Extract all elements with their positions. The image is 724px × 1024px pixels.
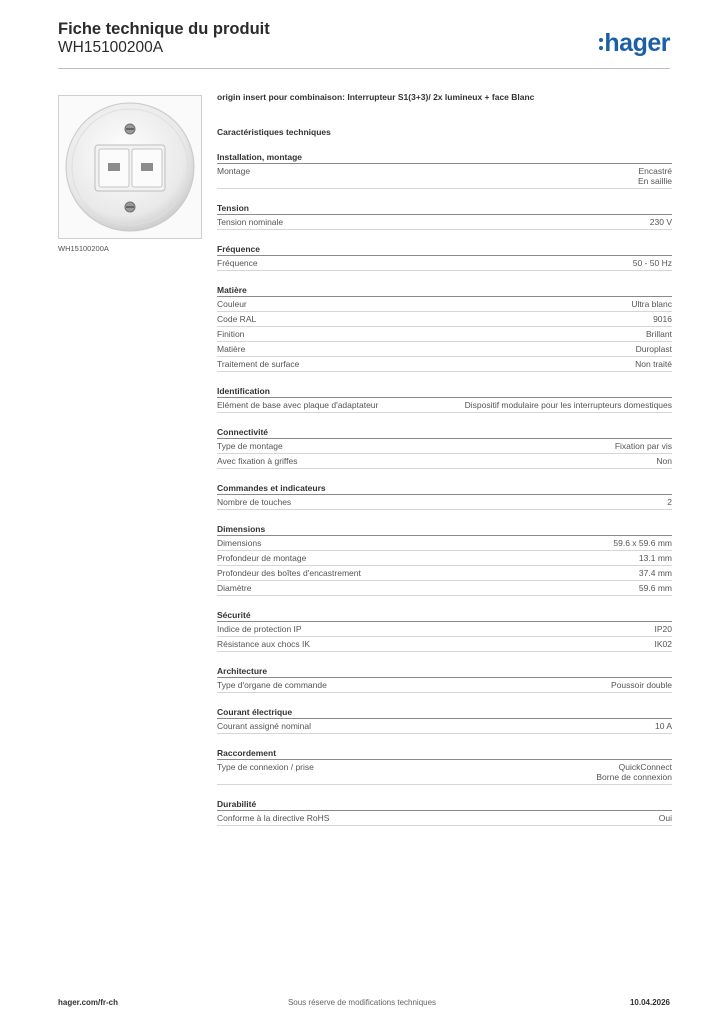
spec-value-line: 50 - 50 Hz bbox=[632, 258, 672, 268]
spec-value-line: 2 bbox=[667, 497, 672, 507]
spec-value bbox=[615, 441, 672, 451]
spec-row bbox=[217, 398, 672, 413]
spec-value-line: 230 V bbox=[649, 217, 672, 227]
characteristics-title: Caractéristiques techniques bbox=[217, 127, 331, 137]
spec-row bbox=[217, 215, 672, 230]
spec-section bbox=[217, 203, 672, 230]
spec-value-line: En saillie bbox=[637, 176, 672, 186]
spec-value-line: 59.6 mm bbox=[638, 583, 672, 593]
spec-value bbox=[639, 568, 672, 578]
spec-section bbox=[217, 666, 672, 693]
spec-row bbox=[217, 760, 672, 785]
spec-label: Type de montage bbox=[217, 441, 283, 451]
spec-row bbox=[217, 678, 672, 693]
spec-label: Nombre de touches bbox=[217, 497, 292, 507]
product-image bbox=[58, 95, 202, 239]
product-reference: WH15100200A bbox=[58, 39, 164, 56]
spec-section bbox=[217, 748, 672, 785]
header-divider bbox=[58, 68, 670, 69]
spec-value bbox=[636, 344, 672, 354]
section-title: Fréquence bbox=[217, 244, 672, 256]
spec-value-line: IK02 bbox=[654, 639, 672, 649]
spec-row bbox=[217, 327, 672, 342]
footer-notice: Sous réserve de modifications techniques bbox=[287, 998, 437, 1007]
spec-value-line: 37.4 mm bbox=[638, 568, 672, 578]
spec-value-line: Oui bbox=[658, 813, 672, 823]
spec-value bbox=[611, 680, 672, 690]
footer-website: hager.com/fr-ch bbox=[58, 998, 119, 1007]
spec-section bbox=[217, 152, 672, 189]
spec-label: Elément de base avec plaque d'adaptateur bbox=[217, 400, 379, 410]
spec-value-line: Fixation par vis bbox=[614, 441, 672, 451]
section-title: Identification bbox=[217, 386, 672, 398]
spec-row bbox=[217, 566, 672, 581]
spec-section bbox=[217, 524, 672, 596]
section-title: Tension bbox=[217, 203, 672, 215]
spec-label: Indice de protection IP bbox=[217, 624, 302, 634]
spec-value-line: 9016 bbox=[653, 314, 672, 324]
spec-sections bbox=[217, 152, 672, 826]
spec-row bbox=[217, 454, 672, 469]
spec-label: Profondeur de montage bbox=[217, 553, 307, 563]
spec-section bbox=[217, 427, 672, 469]
spec-value bbox=[639, 583, 672, 593]
spec-value-line: Non bbox=[656, 456, 672, 466]
spec-value-line: Ultra blanc bbox=[631, 299, 672, 309]
spec-label: Résistance aux chocs IK bbox=[217, 639, 311, 649]
spec-row bbox=[217, 342, 672, 357]
spec-value-line: Brillant bbox=[646, 329, 672, 339]
spec-label: Type de connexion / prise bbox=[217, 762, 314, 772]
spec-label: Tension nominale bbox=[217, 217, 284, 227]
spec-value bbox=[465, 400, 672, 410]
spec-label: Matière bbox=[217, 344, 246, 354]
footer-date: 10.04.2026 bbox=[629, 998, 670, 1007]
spec-row bbox=[217, 637, 672, 652]
spec-content bbox=[217, 92, 672, 840]
spec-label: Type d'organe de commande bbox=[217, 680, 327, 690]
spec-value bbox=[631, 299, 672, 309]
spec-row bbox=[217, 495, 672, 510]
spec-row bbox=[217, 811, 672, 826]
section-title: Connectivité bbox=[217, 427, 672, 439]
spec-value bbox=[613, 538, 672, 548]
spec-row bbox=[217, 357, 672, 372]
spec-label: Conforme à la directive RoHS bbox=[217, 813, 330, 823]
section-title: Dimensions bbox=[217, 524, 672, 536]
section-title: Sécurité bbox=[217, 610, 672, 622]
spec-value bbox=[656, 456, 672, 466]
section-title: Courant électrique bbox=[217, 707, 672, 719]
spec-value bbox=[655, 639, 673, 649]
spec-row bbox=[217, 439, 672, 454]
section-title: Durabilité bbox=[217, 799, 672, 811]
spec-label: Avec fixation à griffes bbox=[217, 456, 298, 466]
spec-row bbox=[217, 581, 672, 596]
page-title: Fiche technique du produit bbox=[58, 20, 270, 38]
image-caption: WH15100200A bbox=[58, 244, 109, 253]
spec-label: Diamètre bbox=[217, 583, 252, 593]
spec-row bbox=[217, 536, 672, 551]
spec-value bbox=[659, 813, 672, 823]
spec-value bbox=[638, 166, 672, 186]
section-title: Commandes et indicateurs bbox=[217, 483, 672, 495]
spec-value bbox=[596, 762, 672, 782]
spec-label: Courant assigné nominal bbox=[217, 721, 312, 731]
switch-illustration-icon bbox=[59, 96, 201, 238]
spec-value-line: 59.6 x 59.6 mm bbox=[613, 538, 672, 548]
spec-section bbox=[217, 799, 672, 826]
section-title: Raccordement bbox=[217, 748, 672, 760]
logo-text: hager bbox=[604, 29, 670, 57]
spec-value bbox=[653, 314, 672, 324]
spec-value bbox=[633, 258, 672, 268]
spec-label: Fréquence bbox=[217, 258, 258, 268]
spec-value-line: Duroplast bbox=[635, 344, 672, 354]
spec-value-line: Poussoir double bbox=[611, 680, 672, 690]
spec-value-line: QuickConnect bbox=[618, 762, 672, 772]
spec-section bbox=[217, 483, 672, 510]
spec-value-line: Non traité bbox=[635, 359, 672, 369]
product-description: origin insert pour combinaison: Interrupteur S1(3+3)/ 2x lumineux + face Blanc bbox=[217, 92, 535, 102]
spec-section bbox=[217, 386, 672, 413]
spec-row bbox=[217, 719, 672, 734]
spec-label: Code RAL bbox=[217, 314, 257, 324]
spec-value bbox=[646, 329, 672, 339]
spec-value bbox=[639, 553, 672, 563]
spec-row bbox=[217, 551, 672, 566]
spec-value-line: IP20 bbox=[654, 624, 672, 634]
spec-row bbox=[217, 256, 672, 271]
spec-value-line: Encastré bbox=[638, 166, 672, 176]
spec-value bbox=[655, 624, 673, 634]
spec-label: Profondeur des boîtes d'encastrement bbox=[217, 568, 361, 578]
hager-logo bbox=[599, 29, 670, 58]
spec-label: Finition bbox=[217, 329, 245, 339]
section-title: Installation, montage bbox=[217, 152, 672, 164]
spec-section bbox=[217, 707, 672, 734]
spec-value bbox=[655, 721, 672, 731]
spec-value-line: Borne de connexion bbox=[596, 772, 672, 782]
logo-dots-icon bbox=[599, 36, 603, 52]
section-title: Matière bbox=[217, 285, 672, 297]
spec-label: Montage bbox=[217, 166, 251, 176]
spec-row bbox=[217, 297, 672, 312]
spec-value bbox=[650, 217, 672, 227]
section-title: Architecture bbox=[217, 666, 672, 678]
spec-section bbox=[217, 244, 672, 271]
spec-label: Traitement de surface bbox=[217, 359, 300, 369]
spec-row bbox=[217, 312, 672, 327]
spec-label: Couleur bbox=[217, 299, 247, 309]
spec-label: Dimensions bbox=[217, 538, 262, 548]
spec-row bbox=[217, 164, 672, 189]
spec-value-line: 10 A bbox=[654, 721, 672, 731]
spec-value bbox=[667, 497, 672, 507]
spec-row bbox=[217, 622, 672, 637]
spec-section bbox=[217, 285, 672, 372]
spec-value-line: 13.1 mm bbox=[638, 553, 672, 563]
spec-section bbox=[217, 610, 672, 652]
spec-value bbox=[635, 359, 672, 369]
spec-value-line: Dispositif modulaire pour les interrupteurs domestiques bbox=[464, 400, 672, 410]
